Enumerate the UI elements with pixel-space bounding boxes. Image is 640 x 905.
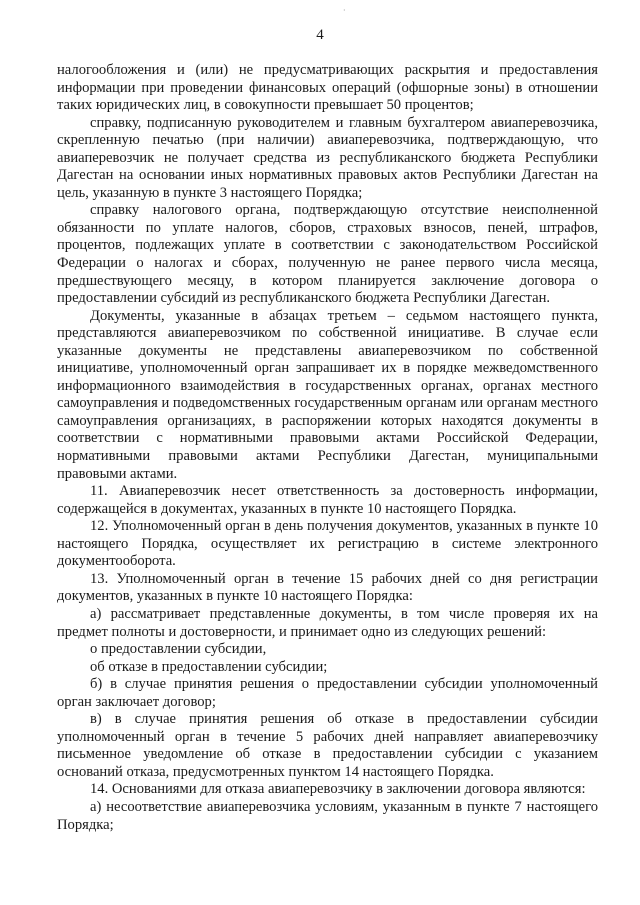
paragraph-clause-14a: а) несоответствие авиаперевозчика условиям, указанным в пункте 7 настоящего Порядка; [57,798,598,833]
page-number: 4 [316,27,324,43]
paragraph-clause-13b: б) в случае принятия решения о предоставлении субсидии уполномоченный орган заключает договор; [57,676,598,710]
paragraph-clause-14: 14. Основаниями для отказа авиаперевозчику в заключении договора являются: [90,781,586,798]
paragraph-certificate-tax: справку налогового органа, подтверждающую отсутствие неисполненной обязанности по уплате налогов, сборов, страховых взносов, пеней, штрафов, процентов, подлежащих уплате в соответствии с законодательством Российской Федерации о налогах и сборах, полученную не ранее первого числа месяца, предшествующего месяцу, в котором планируется заключение договора о предоставлении субсидий из республиканского бюджета Республики Дагестан. [57,202,598,307]
paragraph-certificate-director: справку, подписанную руководителем и главным бухгалтером авиаперевозчика, скрепленную печатью (при наличии) авиаперевозчика, подтверждающую, что авиаперевозчик не получает средства из республиканского бюджета Республики Дагестан на основании иных нормативных правовых актов Республики Дагестан на цель, указанную в пункте 3 настоящего Порядка; [57,114,598,201]
paragraph-decision-refusal: об отказе в предоставлении субсидии; [90,658,328,675]
paragraph-continuation: налогообложения и (или) не предусматривающих раскрытия и предоставления информации при проведении финансовых операций (офшорные зоны) в отношении таких юридических лиц, в совокупности превышает 50 процентов; [57,62,598,114]
paragraph-documents: Документы, указанные в абзацах третьем – седьмом настоящего пункта, представляются авиаперевозчиком по собственной инициативе. В случае если указанные документы не представлены авиаперевозчиком по собственной инициативе, уполномоченный орган запрашивает их в порядке межведомственного информационного взаимодействия в государственных органах, органах местного самоуправления и подведомственных государственным органам или органам местного самоуправления организациях, в распоряжении которых находятся документы в соответствии с нормативными правовыми актами Российской Федерации, нормативными правовыми актами Республики Дагестан, муниципальными правовыми актами. [57,307,598,482]
paragraph-clause-13: 13. Уполномоченный орган в течение 15 рабочих дней со дня регистрации документов, указанных в пункте 10 настоящего Порядка: [57,570,598,605]
paragraph-clause-13a: а) рассматривает представленные документы, в том числе проверяя их на предмет полноты и достоверности, и принимает одно из следующих решений: [57,605,598,640]
paragraph-decision-grant: о предоставлении субсидии, [90,641,267,658]
document-body [57,62,598,834]
paragraph-clause-11: 11. Авиаперевозчик несет ответственность за достоверность информации, содержащейся в документах, указанных в пункте 10 настоящего Порядка. [57,483,598,517]
scan-artifact: · [343,6,346,15]
paragraph-clause-13c: в) в случае принятия решения об отказе в предоставлении субсидии уполномоченный орган в течение 5 рабочих дней направляет авиаперевозчику письменное уведомление об отказе в предоставлении субсидии с указанием оснований отказа, предусмотренных пунктом 14 настоящего Порядка. [57,711,598,780]
paragraph-clause-12: 12. Уполномоченный орган в день получения документов, указанных в пункте 10 настоящего Порядка, осуществляет их регистрацию в системе электронного документооборота. [57,518,598,570]
